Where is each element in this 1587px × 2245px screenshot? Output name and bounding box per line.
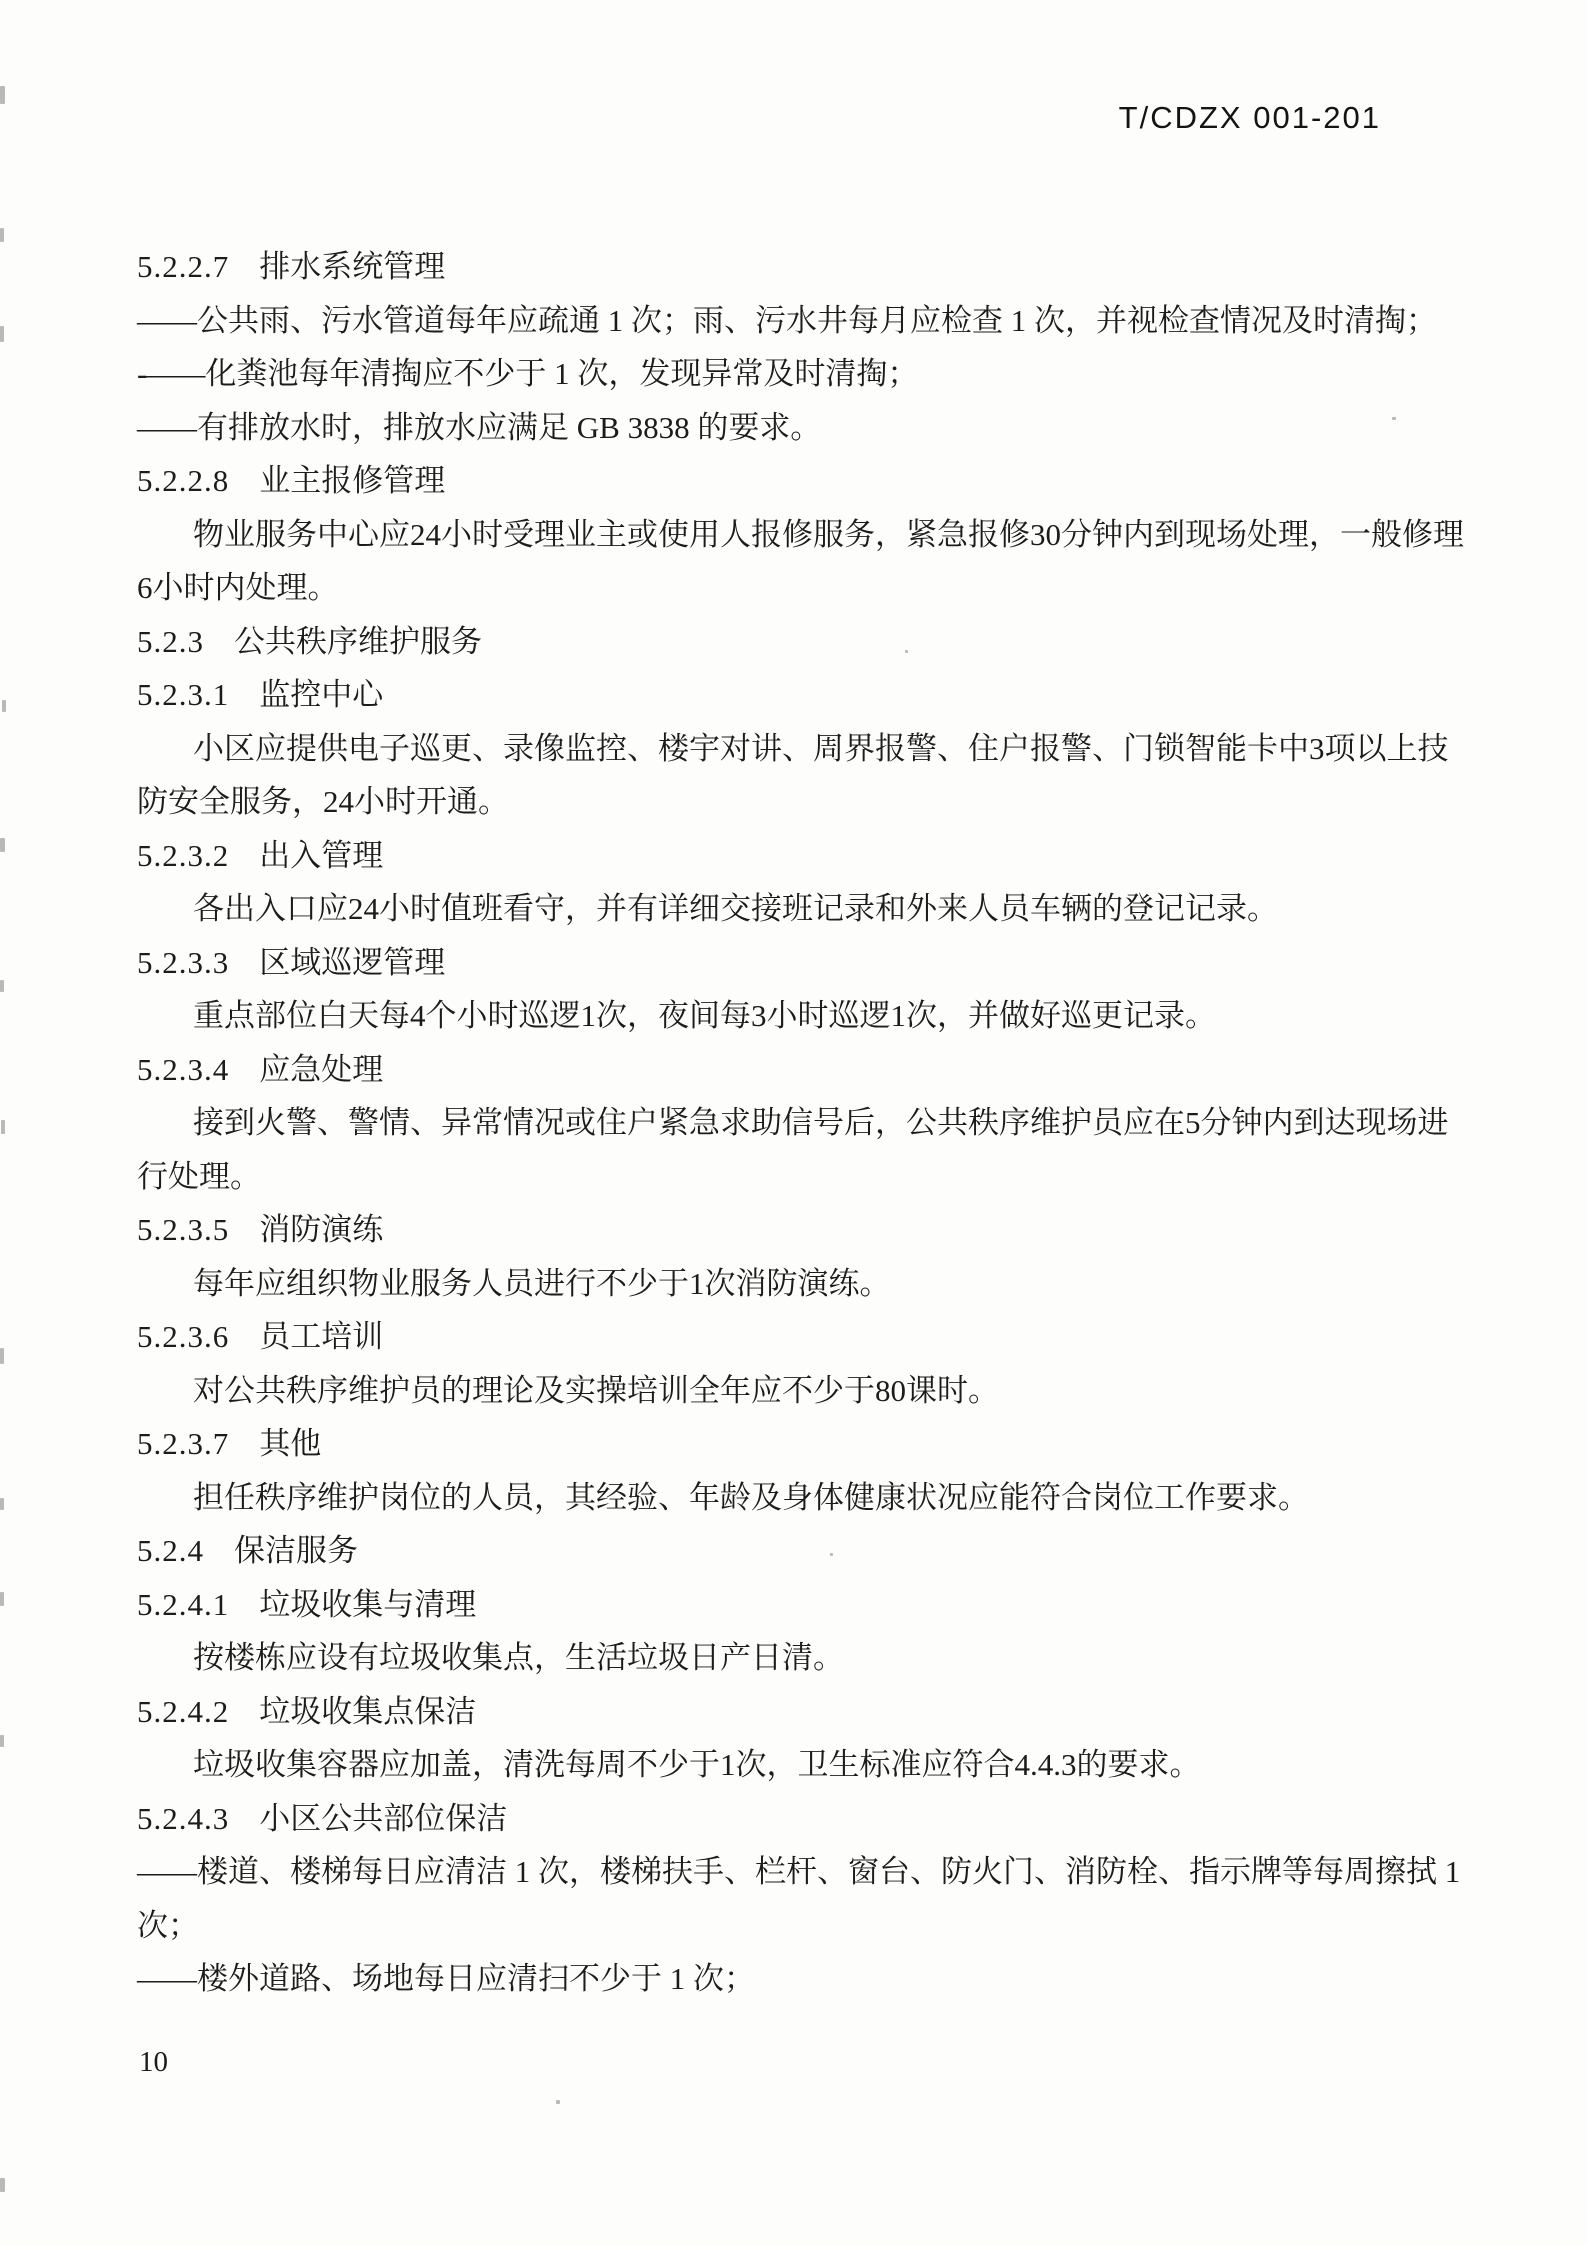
text-line	[137, 882, 1467, 936]
scan-artifact	[0, 1348, 4, 1364]
scan-artifact	[0, 86, 5, 104]
line-text: 行处理。	[137, 1158, 261, 1194]
scan-artifact	[0, 326, 4, 342]
line-text: 楼道、楼梯每日应清洁 1 次，楼梯扶手、栏杆、窗台、防火门、消防栓、指示牌等每周擦拭 1	[197, 1854, 1461, 1889]
text-line	[137, 1471, 1467, 1525]
text-line	[137, 401, 1467, 455]
section-heading	[137, 615, 1467, 669]
section-heading	[137, 454, 1467, 508]
section-title: 应急处理	[259, 1051, 384, 1087]
text-line	[137, 1631, 1467, 1685]
section-heading	[137, 829, 1467, 883]
text-line	[137, 508, 1467, 562]
text-line	[137, 775, 1467, 829]
dash-prefix: -——	[137, 356, 204, 391]
section-number: 5.2.2.7	[137, 249, 230, 284]
line-text: 重点部位白天每4个小时巡逻1次，夜间每3小时巡逻1次，并做好巡更记录。	[193, 998, 1216, 1033]
section-heading	[137, 936, 1467, 990]
section-title: 垃圾收集点保洁	[259, 1693, 477, 1729]
section-number: 5.2.4.3	[137, 1800, 230, 1836]
scan-artifact	[0, 980, 4, 992]
section-heading	[137, 1578, 1467, 1632]
scan-artifact	[1, 1120, 5, 1134]
text-line	[137, 1096, 1467, 1150]
line-text: 垃圾收集容器应加盖，清洗每周不少于1次，卫生标准应符合4.4.3的要求。	[193, 1747, 1201, 1782]
standard-code-header: T/CDZX 001-201	[1118, 100, 1381, 135]
line-text: 有排放水时，排放水应满足 GB 3838 的要求。	[197, 409, 822, 445]
section-title: 小区公共部位保洁	[259, 1800, 508, 1836]
line-text: 对公共秩序维护员的理论及实操培训全年应不少于80课时。	[193, 1372, 999, 1408]
text-line	[137, 1845, 1467, 1899]
section-heading	[137, 1310, 1467, 1364]
scan-artifact	[0, 1592, 4, 1606]
section-title: 监控中心	[259, 677, 384, 712]
line-text: 楼外道路、场地每日应清扫不少于 1 次；	[197, 1961, 755, 1996]
section-heading	[137, 1685, 1467, 1739]
line-text: 担任秩序维护岗位的人员，其经验、年龄及身体健康状况应能符合岗位工作要求。	[193, 1479, 1309, 1515]
dash-prefix: ——	[137, 409, 195, 445]
line-text: 化粪池每年清掏应不少于 1 次，发现异常及时清掏；	[205, 356, 919, 391]
section-number: 5.2.3.1	[137, 677, 230, 712]
scan-artifact	[905, 650, 908, 653]
text-line	[137, 1738, 1467, 1792]
section-title: 垃圾收集与清理	[259, 1586, 477, 1622]
section-title: 排水系统管理	[259, 249, 446, 284]
page-number: 10	[139, 2046, 168, 2078]
line-text: 次；	[137, 1907, 199, 1943]
section-title: 出入管理	[259, 837, 384, 873]
section-heading	[137, 1417, 1467, 1471]
text-line	[137, 294, 1467, 348]
text-line	[137, 989, 1467, 1043]
section-title: 保洁服务	[234, 1533, 358, 1568]
section-number: 5.2.3.2	[137, 837, 230, 873]
section-title: 员工培训	[259, 1319, 384, 1354]
section-number: 5.2.3.5	[137, 1212, 230, 1247]
line-text: 6小时内处理。	[137, 570, 339, 605]
scan-artifact	[1392, 417, 1396, 420]
section-number: 5.2.3.3	[137, 944, 230, 980]
scan-artifact	[0, 838, 5, 852]
scan-artifact	[0, 1498, 4, 1510]
line-text: 接到火警、警情、异常情况或住户紧急求助信号后，公共秩序维护员应在5分钟内到达现场进	[193, 1105, 1449, 1140]
section-title: 其他	[259, 1426, 322, 1461]
text-line	[137, 722, 1467, 776]
section-number: 5.2.4.1	[137, 1586, 230, 1622]
section-number: 5.2.3	[137, 623, 204, 659]
line-text: 公共雨、污水管道每年应疏通 1 次；雨、污水井每月应检查 1 次，并视检查情况及时清掏；	[197, 302, 1437, 338]
scan-artifact	[0, 1735, 4, 1747]
section-number: 5.2.3.4	[137, 1051, 230, 1087]
dash-prefix: ——	[137, 302, 195, 338]
text-line	[137, 561, 1467, 615]
text-line	[137, 347, 1467, 401]
section-heading	[137, 1043, 1467, 1097]
text-line	[137, 1952, 1467, 2006]
line-text: 各出入口应24小时值班看守，并有详细交接班记录和外来人员车辆的登记记录。	[193, 891, 1278, 926]
dash-prefix: ——	[137, 1961, 195, 1996]
text-line	[137, 1364, 1467, 1418]
section-title: 公共秩序维护服务	[234, 623, 482, 659]
document-body	[137, 240, 1467, 2006]
text-line	[137, 1150, 1467, 1204]
section-number: 5.2.2.8	[137, 463, 230, 498]
text-line	[137, 1899, 1467, 1953]
line-text: 防安全服务，24小时开通。	[137, 784, 509, 819]
section-title: 消防演练	[259, 1212, 384, 1247]
section-number: 5.2.3.6	[137, 1319, 230, 1354]
scan-artifact	[0, 2178, 5, 2192]
section-title: 区域巡逻管理	[259, 944, 446, 980]
section-title: 业主报修管理	[259, 463, 446, 498]
section-number: 5.2.4.2	[137, 1693, 230, 1729]
line-text: 按楼栋应设有垃圾收集点，生活垃圾日产日清。	[193, 1640, 844, 1675]
line-text: 小区应提供电子巡更、录像监控、楼宇对讲、周界报警、住户报警、门锁智能卡中3项以上技	[193, 730, 1449, 766]
scan-artifact	[2, 700, 6, 712]
section-heading	[137, 1524, 1467, 1578]
line-text: 每年应组织物业服务人员进行不少于1次消防演练。	[193, 1265, 891, 1301]
scan-artifact	[556, 2100, 560, 2104]
section-number: 5.2.3.7	[137, 1426, 230, 1461]
section-heading	[137, 1792, 1467, 1846]
section-heading	[137, 1203, 1467, 1257]
line-text: 物业服务中心应24小时受理业主或使用人报修服务，紧急报修30分钟内到现场处理，一般修理	[193, 516, 1464, 552]
scan-artifact	[830, 1553, 833, 1556]
text-line	[137, 1257, 1467, 1311]
section-heading	[137, 668, 1467, 722]
section-heading	[137, 240, 1467, 294]
section-number: 5.2.4	[137, 1533, 204, 1568]
dash-prefix: ——	[137, 1854, 195, 1889]
scan-artifact	[0, 228, 4, 242]
